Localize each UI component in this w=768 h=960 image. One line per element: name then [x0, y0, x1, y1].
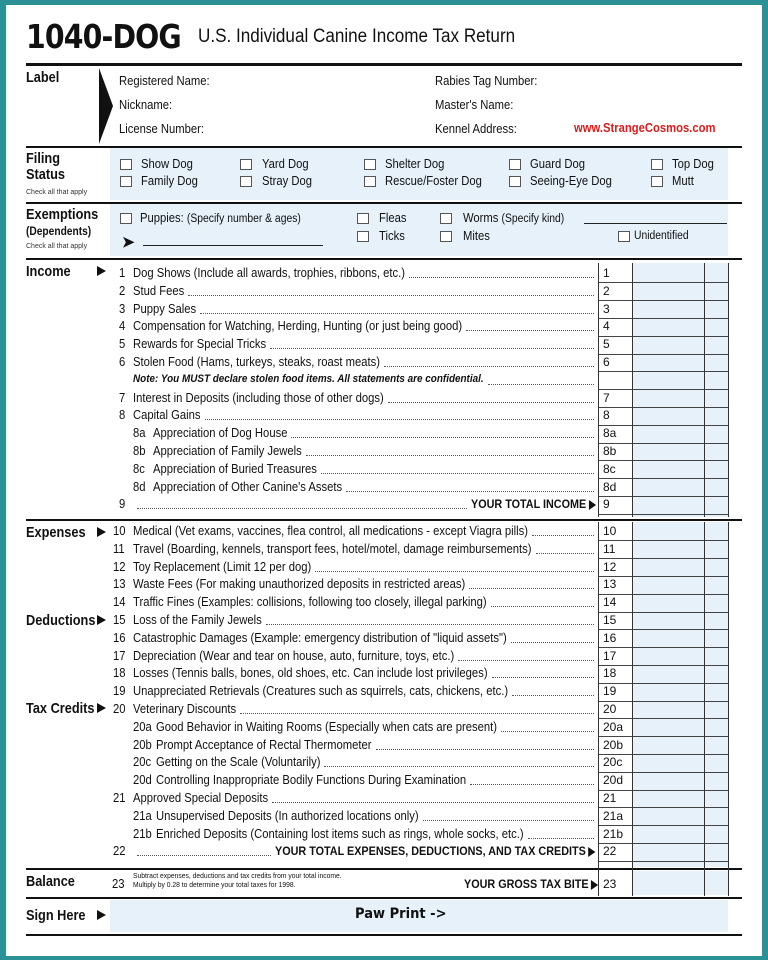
worms-text: Worms — [463, 211, 499, 225]
checkbox-guard-dog[interactable] — [509, 159, 521, 170]
box-20b: 20b — [603, 737, 624, 752]
filing-label-1: Filing — [26, 150, 60, 167]
line-number: 15 — [113, 613, 126, 627]
checkbox-unidentified[interactable] — [618, 231, 630, 242]
tax-credits-arrow-icon — [97, 703, 106, 713]
dot-leader — [388, 402, 594, 403]
source-url: www.StrangeCosmos.com — [574, 121, 716, 135]
registered-name-label: Registered Name: — [119, 74, 210, 88]
line-description: Unsupervised Deposits (In authorized locations only) — [156, 808, 419, 823]
dot-leader — [188, 295, 594, 296]
box-12: 12 — [603, 559, 617, 574]
form-title: U.S. Individual Canine Income Tax Return — [198, 26, 516, 47]
option-guard-dog: Guard Dog — [530, 157, 586, 171]
col-rule — [632, 263, 633, 517]
total-text: YOUR TOTAL INCOME — [470, 497, 587, 512]
box-11: 11 — [603, 541, 616, 556]
section-expenses — [26, 524, 86, 541]
option-rescue-dog: Rescue/Foster Dog — [385, 174, 482, 188]
line-description: Medical (Vet exams, vaccines, flea control, all medications - except Viagra pills) — [133, 524, 528, 538]
expenses-amount-column[interactable] — [632, 522, 728, 867]
section-label: Label — [26, 69, 60, 86]
col-rule — [632, 522, 633, 896]
income-label: Income — [26, 263, 71, 280]
box-20a: 20a — [603, 719, 624, 734]
balance-amount-column[interactable] — [632, 871, 728, 895]
dot-leader — [491, 606, 594, 607]
line-description: Veterinary Discounts — [133, 702, 237, 716]
box-21b: 21b — [603, 826, 624, 841]
line-number: 13 — [113, 577, 126, 592]
line-number: 8c — [133, 461, 145, 476]
line-number: 6 — [119, 355, 126, 369]
line-description: Toy Replacement (Limit 12 per dog) — [133, 559, 312, 574]
col-rule — [728, 522, 729, 896]
col-rule — [598, 522, 599, 896]
worms-note: (Specify kind) — [501, 213, 565, 225]
box-21a: 21a — [603, 808, 624, 823]
line-description: Waste Fees (For making unauthorized deposits in restricted areas) — [133, 577, 466, 592]
sign-here-label: Sign Here — [26, 907, 86, 924]
dot-leader — [469, 588, 594, 589]
line-description: Interest in Deposits (including those of other dogs) — [133, 390, 384, 405]
line-number: 14 — [113, 595, 126, 610]
row-rule — [598, 861, 728, 862]
box-20: 20 — [603, 702, 617, 716]
puppies-note: (Specify number & ages) — [186, 213, 301, 225]
line-description: Traffic Fines (Examples: collisions, following too closely, illegal parking) — [133, 595, 487, 610]
line-number: 20 — [113, 702, 126, 716]
section-sign-here — [26, 907, 86, 924]
box-1: 1 — [603, 266, 610, 280]
line-description: Unappreciated Retrievals (Creatures such as squirrels, cats, chickens, etc.) — [133, 684, 509, 699]
box-8d: 8d — [603, 479, 617, 494]
line-number: 7 — [119, 390, 126, 405]
line-description: Enriched Deposits (Containing lost items such as rings, whole socks, etc.) — [156, 826, 524, 841]
expenses-arrow-icon — [97, 527, 106, 537]
box-4: 4 — [603, 319, 610, 334]
checkbox-fleas[interactable] — [357, 213, 369, 224]
checkbox-top-dog[interactable] — [651, 159, 663, 170]
line-number: 5 — [119, 337, 126, 352]
line-number: 19 — [113, 684, 126, 699]
deductions-arrow-icon — [97, 615, 106, 625]
arrow-icon — [99, 68, 113, 144]
line-number: 8b — [133, 444, 146, 458]
checkbox-mutt[interactable] — [651, 176, 663, 187]
kennel-address-label: Kennel Address: — [435, 122, 517, 136]
line-number: 9 — [119, 497, 126, 512]
arrow-icon — [589, 500, 596, 510]
line-description: Appreciation of Buried Treasures — [153, 461, 317, 476]
license-number-label: License Number: — [119, 122, 205, 136]
section-income — [26, 263, 71, 280]
line-number: 17 — [113, 648, 126, 663]
line-number: 20a — [133, 719, 152, 734]
box-14: 14 — [603, 595, 617, 610]
puppies-input-line[interactable] — [143, 245, 323, 246]
box-22: 22 — [603, 844, 617, 859]
option-show-dog: Show Dog — [141, 157, 193, 171]
line-description: Depreciation (Wear and tear on house, auto, furniture, toys, etc.) — [133, 648, 455, 663]
line-description: Stud Fees — [133, 283, 185, 298]
checkbox-mites[interactable] — [440, 231, 452, 242]
dot-leader — [376, 749, 594, 750]
line-description: Losses (Tennis balls, bones, old shoes, etc. Can include lost privileges) — [133, 666, 488, 681]
dot-leader — [321, 473, 594, 474]
box-20c: 20c — [603, 755, 623, 770]
expenses-label: Expenses — [26, 524, 86, 541]
dot-leader — [205, 419, 594, 420]
section-balance: Balance — [26, 873, 75, 890]
section-tax-credits — [26, 700, 95, 717]
option-top-dog: Top Dog — [672, 157, 714, 171]
option-shelter-dog: Shelter Dog — [385, 157, 445, 171]
box-23: 23 — [603, 877, 617, 891]
divider — [26, 897, 742, 899]
exemptions-hint: Check all that apply — [26, 243, 88, 250]
puppies-text: Puppies: — [140, 211, 184, 225]
checkbox-ticks[interactable] — [357, 231, 369, 242]
box-2: 2 — [603, 283, 610, 298]
filing-label-2: Status — [26, 166, 65, 183]
line-description: Prompt Acceptance of Rectal Thermometer — [156, 737, 372, 752]
line-description: Dog Shows (Include all awards, trophies, ribbons, etc.) — [133, 266, 406, 280]
box-19: 19 — [603, 684, 617, 699]
box-13: 13 — [603, 577, 617, 592]
dot-leader — [200, 313, 594, 314]
dot-leader — [306, 455, 594, 456]
line-description: Travel (Boarding, kennels, transport fees, hotel/motel, damage reimbursements) — [133, 541, 532, 556]
gross-tax-bite-label — [464, 877, 599, 891]
checkbox-stray-dog[interactable] — [240, 176, 252, 187]
line-number: 21a — [133, 808, 152, 823]
col-rule — [704, 522, 705, 896]
deductions-label: Deductions — [26, 612, 96, 629]
box-20d: 20d — [603, 773, 624, 788]
puppies-label — [140, 211, 301, 225]
divider — [26, 868, 742, 870]
divider — [26, 934, 742, 936]
ticks-label: Ticks — [379, 229, 405, 243]
line-number: 3 — [119, 301, 126, 316]
box-3: 3 — [603, 301, 610, 316]
option-seeing-eye-dog: Seeing-Eye Dog — [530, 174, 612, 188]
total-label — [471, 497, 596, 511]
sign-arrow-icon — [97, 910, 106, 920]
checkbox-seeing-eye-dog[interactable] — [509, 176, 521, 187]
line-description: Puppy Sales — [133, 301, 197, 316]
line-number: 10 — [113, 524, 126, 538]
box-21: 21 — [603, 791, 617, 805]
dot-leader — [409, 277, 594, 278]
line-number: 20b — [133, 737, 152, 752]
line-number: 20d — [133, 773, 152, 788]
dot-leader — [492, 677, 594, 678]
worms-label — [463, 211, 564, 225]
dot-leader — [466, 330, 594, 331]
line-number: 2 — [119, 283, 126, 298]
arrow-right-icon: ➤ — [122, 234, 135, 251]
dot-leader — [512, 695, 594, 696]
dot-leader — [324, 766, 594, 767]
line-number: 4 — [119, 319, 126, 334]
box-8a: 8a — [603, 426, 617, 441]
arrow-icon — [589, 847, 596, 857]
line-description: Appreciation of Other Canine's Assets — [153, 479, 343, 494]
divider — [26, 519, 742, 521]
line-number: 12 — [113, 559, 126, 574]
total-text: YOUR TOTAL EXPENSES, DEDUCTIONS, AND TAX CREDITS — [275, 844, 587, 859]
total-label — [275, 844, 596, 858]
line-description: Controlling Inappropriate Bodily Functions During Examination — [156, 773, 467, 788]
box-10: 10 — [603, 524, 617, 538]
form-number: 1040-DOG — [26, 17, 181, 56]
dot-leader — [272, 802, 594, 803]
checkbox-yard-dog[interactable] — [240, 159, 252, 170]
section-deductions — [26, 612, 95, 629]
box-17: 17 — [603, 648, 617, 663]
line-number: 21b — [133, 826, 152, 841]
line-description: Catastrophic Damages (Example: emergency distribution of "liquid assets") — [133, 630, 507, 645]
checkbox-puppies[interactable] — [120, 213, 132, 224]
dot-leader — [270, 348, 594, 349]
box-5: 5 — [603, 337, 610, 352]
line-description: Note: You MUST declare stolen food items. All statements are confidential. — [133, 372, 484, 385]
income-arrow-icon — [97, 266, 106, 276]
row-rule — [598, 371, 728, 372]
balance-instructions — [133, 872, 342, 889]
line-description: Loss of the Family Jewels — [133, 613, 262, 627]
line-number: 11 — [113, 541, 125, 556]
line-number: 22 — [113, 844, 126, 859]
divider — [26, 63, 742, 66]
dot-leader — [384, 366, 594, 367]
line-number: 8d — [133, 479, 146, 494]
line-description: Getting on the Scale (Voluntarily) — [156, 755, 321, 770]
divider — [26, 258, 742, 260]
line-description: Good Behavior in Waiting Rooms (Especially when cats are present) — [156, 719, 498, 734]
col-rule — [598, 263, 599, 517]
exemptions-label-1: Exemptions — [26, 206, 99, 223]
line-number: 16 — [113, 630, 126, 645]
box-18: 18 — [603, 666, 617, 681]
line-description: Approved Special Deposits — [133, 791, 269, 805]
line-number: 8 — [119, 408, 126, 423]
line-description: Capital Gains — [133, 408, 201, 423]
box-8: 8 — [603, 408, 610, 423]
line-number: 20c — [133, 755, 152, 770]
line-number: 8a — [133, 426, 146, 441]
line-description: Appreciation of Dog House — [153, 426, 288, 441]
checkbox-rescue-dog[interactable] — [364, 176, 376, 187]
fleas-label: Fleas — [379, 211, 407, 225]
option-stray-dog: Stray Dog — [262, 174, 313, 188]
paw-print-label: Paw Print -> — [355, 906, 447, 922]
dot-leader — [511, 642, 594, 643]
box-6: 6 — [603, 355, 610, 369]
tax-credits-label: Tax Credits — [26, 700, 95, 717]
col-rule — [704, 263, 705, 517]
line-number: 1 — [119, 266, 126, 280]
col-rule — [728, 263, 729, 517]
line-description: Rewards for Special Tricks — [133, 337, 267, 352]
dot-leader — [470, 784, 594, 785]
exemptions-label-2: (Dependents) — [26, 224, 92, 238]
dot-leader — [528, 838, 594, 839]
checkbox-worms[interactable] — [440, 213, 452, 224]
dot-leader — [137, 855, 271, 856]
section-filing-status — [26, 151, 65, 183]
dot-leader — [423, 820, 594, 821]
dot-leader — [291, 437, 594, 438]
checkbox-show-dog[interactable] — [120, 159, 132, 170]
dot-leader — [315, 571, 594, 572]
dot-leader — [532, 535, 594, 536]
line-description: Compensation for Watching, Herding, Hunting (or just being good) — [133, 319, 463, 334]
dot-leader — [137, 508, 467, 509]
option-mutt: Mutt — [672, 174, 694, 188]
unidentified-label: Unidentified — [634, 230, 689, 242]
row-rule — [598, 514, 728, 515]
option-family-dog: Family Dog — [141, 174, 198, 188]
box-15: 15 — [603, 613, 617, 627]
box-8c: 8c — [603, 461, 616, 476]
gross-tax-bite-text: YOUR GROSS TAX BITE — [464, 877, 589, 891]
line-number-23: 23 — [112, 877, 125, 891]
rabies-tag-label: Rabies Tag Number: — [435, 74, 538, 88]
line-description: Appreciation of Family Jewels — [153, 444, 302, 458]
mites-label: Mites — [463, 229, 490, 243]
dot-leader — [240, 713, 594, 714]
line-description: Stolen Food (Hams, turkeys, steaks, roast meats) — [133, 355, 380, 369]
box-9: 9 — [603, 497, 610, 512]
balance-instructions-2: Multiply by 0.28 to determine your total taxes for 1998. — [133, 879, 296, 889]
dot-leader — [458, 660, 594, 661]
box-7: 7 — [603, 390, 610, 405]
dot-leader — [501, 731, 594, 732]
nickname-label: Nickname: — [119, 98, 173, 112]
worms-input-line[interactable] — [584, 223, 727, 224]
dot-leader — [266, 624, 594, 625]
dot-leader — [536, 553, 594, 554]
balance-instructions-1: Subtract expenses, deductions and tax credits from your total income. — [133, 871, 342, 880]
checkbox-shelter-dog[interactable] — [364, 159, 376, 170]
masters-name-label: Master's Name: — [435, 98, 514, 112]
line-number: 21 — [113, 791, 126, 805]
dot-leader — [488, 384, 594, 385]
line-number: 18 — [113, 666, 126, 681]
option-yard-dog: Yard Dog — [262, 157, 309, 171]
box-8b: 8b — [603, 444, 617, 458]
checkbox-family-dog[interactable] — [120, 176, 132, 187]
dot-leader — [346, 491, 594, 492]
section-exemptions — [26, 207, 98, 239]
box-16: 16 — [603, 630, 617, 645]
filing-hint: Check all that apply — [26, 189, 88, 196]
